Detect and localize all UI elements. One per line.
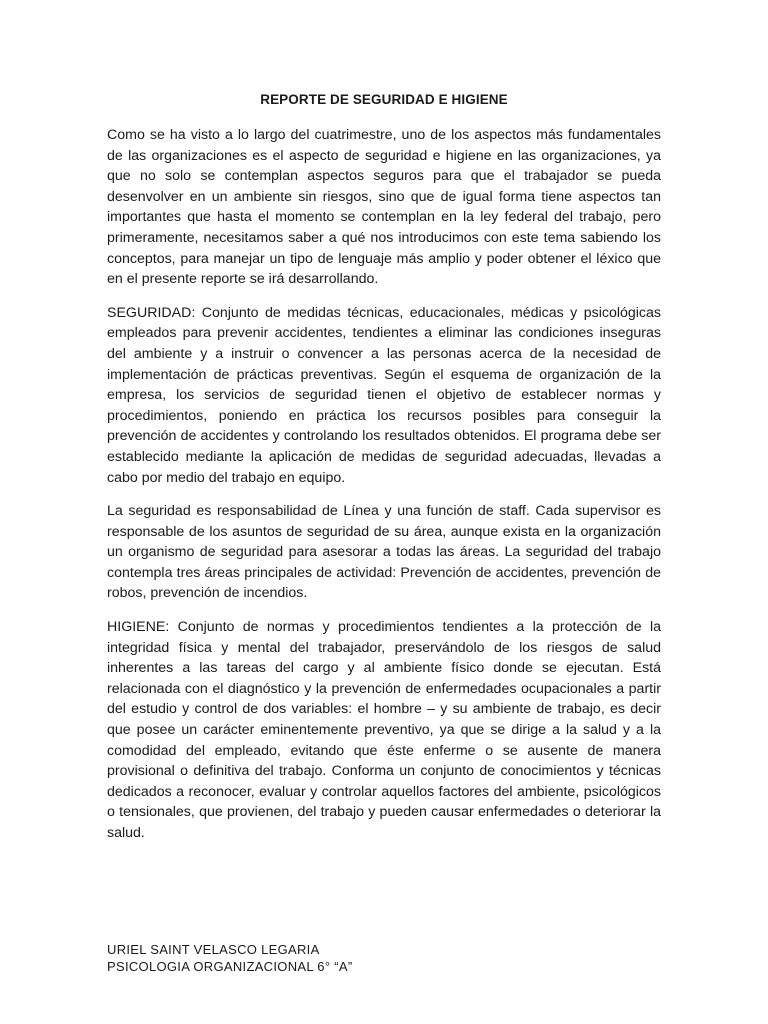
paragraph-higiene: HIGIENE: Conjunto de normas y procedimientos tendientes a la protección de la integridad física y mental del trabajador, preservándolo de los riesgos de salud inherentes a las tareas del cargo y al ambiente físico donde se ejecutan. Está relacionada con el diagnóstico y la prevención de enfermedades ocupacionales a partir del estudio y control de dos variables: el hombre – y su ambiente de trabajo, es decir que posee un carácter eminentemente preventivo, ya que se dirige a la salud y a la comodidad del empleado, evitando que éste enferme o se ausente de manera provisional o definitiva del trabajo. Conforma un conjunto de conocimientos y técnicas dedicados a reconocer, evaluar y controlar aquellos factores del ambiente, psicológicos o tensionales, que provienen, del trabajo y pueden causar enfermedades o deteriorar la salud. (107, 619, 661, 841)
paragraph-seguridad: SEGURIDAD: Conjunto de medidas técnicas, educacionales, médicas y psicológicas empleados para prevenir accidentes, tendientes a eliminar las condiciones inseguras del ambiente y a instruir o convencer a las personas acerca de la necesidad de implementación de prácticas preventivas. Según el esquema de organización de la empresa, los servicios de seguridad tienen el objetivo de establecer normas y procedimientos, poniendo en práctica los recursos posibles para conseguir la prevención de accidentes y controlando los resultados obtenidos. El programa debe ser establecido mediante la aplicación de medidas de seguridad adecuadas, llevadas a cabo por medio del trabajo en equipo. (107, 304, 661, 486)
document-footer (107, 941, 352, 975)
paragraph-intro: Como se ha visto a lo largo del cuatrimestre, uno de los aspectos más fundamentales de las organizaciones es el aspecto de seguridad e higiene en las organizaciones, ya que no solo se contemplan aspectos seguros para que el trabajador se pueda desenvolver en un ambiente sin riesgos, sino que de igual forma tiene aspectos tan importantes que hasta el momento se contemplan en la ley federal del trabajo, pero primeramente, necesitamos saber a qué nos introducimos con este tema sabiendo los conceptos, para manejar un tipo de lenguaje más amplio y poder obtener el léxico que en el presente reporte se irá desarrollando. (107, 127, 661, 288)
document-title: REPORTE DE SEGURIDAD E HIGIENE (260, 92, 508, 107)
footer-course: PSICOLOGIA ORGANIZACIONAL 6° “A” (107, 959, 353, 974)
footer-author: URIEL SAINT VELASCO LEGARIA (107, 942, 320, 957)
paragraph-responsabilidad: La seguridad es responsabilidad de Línea y una función de staff. Cada supervisor es responsable de los asuntos de seguridad de su área, aunque exista en la organización un organismo de seguridad para asesorar a todas las áreas. La seguridad del trabajo contempla tres áreas principales de actividad: Prevención de accidentes, prevención de robos, prevención de incendios. (107, 503, 661, 602)
document-body (107, 125, 661, 857)
